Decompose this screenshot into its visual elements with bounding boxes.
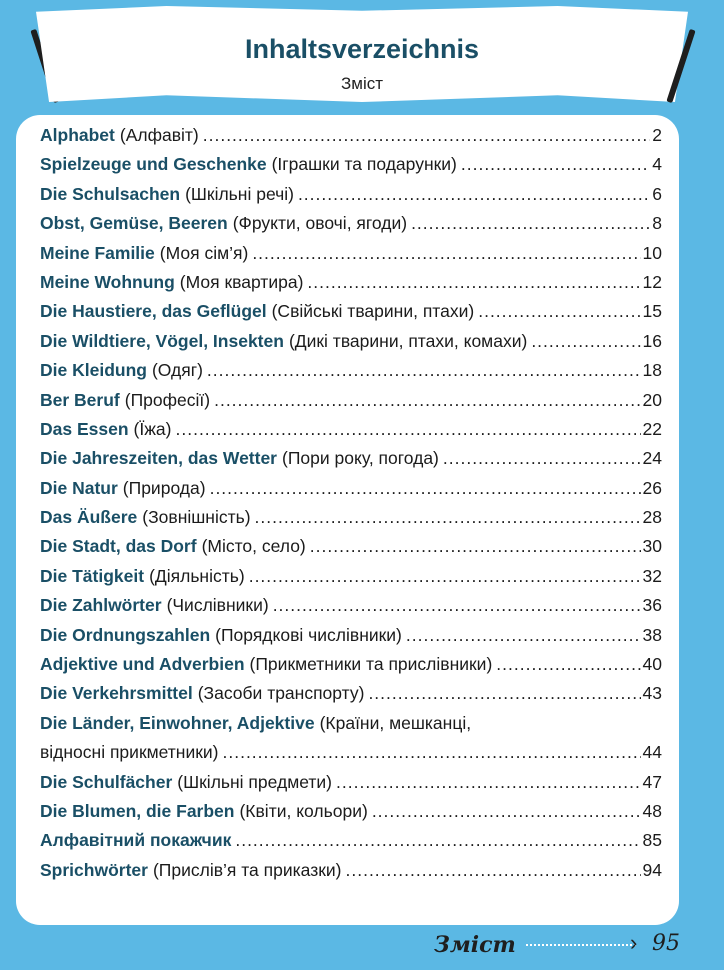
toc-entry-title: Obst, Gemüse, Beeren: [40, 213, 228, 234]
toc-leader-dots: [336, 768, 641, 797]
toc-entry-translation: (Професії): [124, 389, 211, 410]
toc-entry[interactable]: [40, 297, 662, 326]
toc-leader-dots: [298, 180, 650, 209]
arrow-right-icon: ›: [630, 930, 638, 955]
toc-entry-translation: (Свійські тварини, птахи): [271, 301, 475, 322]
toc-entry-translation: (Дикі тварини, птахи, комахи): [288, 330, 528, 351]
toc-leader-dots: [443, 444, 641, 473]
toc-entry-page: 2: [652, 125, 662, 145]
toc-entry-translation: (Одяг): [151, 360, 203, 381]
toc-entry-translation: (Місто, село): [201, 536, 306, 557]
toc-entry[interactable]: [40, 209, 662, 238]
toc-leader-dots: [255, 503, 641, 532]
toc-leader-dots: [249, 562, 641, 591]
toc-entry-page: 18: [642, 360, 662, 381]
toc-entry-page: 44: [642, 742, 662, 763]
toc-leader-dots: [496, 650, 640, 679]
page-number: 95: [652, 931, 680, 956]
toc-entry[interactable]: [40, 121, 662, 150]
toc-entry[interactable]: [40, 826, 662, 855]
toc-entry-translation: (Квіти, кольори): [239, 800, 368, 821]
toc-entry[interactable]: [40, 268, 662, 297]
toc-entry-page: 36: [642, 595, 662, 616]
title-banner: [14, 0, 710, 112]
toc-entry-translation: (Фрукти, овочі, ягоди): [232, 213, 408, 234]
toc-entry[interactable]: [40, 415, 662, 444]
toc-entry-translation: (Числівники): [166, 595, 269, 616]
toc-leader-dots: [252, 239, 640, 268]
toc-entry-title: Die Stadt, das Dorf: [40, 536, 197, 557]
toc-entry[interactable]: [40, 532, 662, 561]
toc-leader-dots: [372, 797, 641, 826]
toc-entry-page: 8: [652, 213, 662, 234]
toc-entry-title: Das Essen: [40, 418, 129, 439]
toc-entry-title: Spielzeuge und Geschenke: [40, 154, 267, 175]
toc-entry-translation: (Їжа): [133, 418, 172, 439]
toc-leader-dots: [346, 856, 641, 885]
toc-leader-dots: [478, 297, 640, 326]
toc-entry-page: 12: [642, 271, 662, 292]
toc-entry-page: 15: [642, 301, 662, 322]
footer-dotted-trail: [526, 944, 636, 946]
toc-entry-translation: (Засоби транспорту): [197, 683, 365, 704]
toc-entry-page: 22: [642, 418, 662, 439]
toc-entry-page: 47: [642, 771, 662, 792]
toc-entry-title: Die Verkehrsmittel: [40, 683, 193, 704]
toc-entry-title: Die Haustiere, das Geflügel: [40, 301, 267, 322]
toc-entry-page: 85: [642, 830, 662, 851]
toc-entry-page: 38: [642, 624, 662, 645]
toc-entry-page: 24: [642, 448, 662, 469]
page-title: Inhaltsverzeichnis: [244, 34, 480, 64]
toc-entry-title: Adjektive und Adverbien: [40, 654, 245, 675]
toc-leader-dots: [176, 415, 641, 444]
toc-entry[interactable]: [40, 562, 662, 591]
toc-leader-dots: [235, 826, 640, 855]
toc-entry-translation: (Природа): [122, 477, 206, 498]
toc-entry-translation: (Моя сім’я): [159, 242, 249, 263]
toc-leader-dots: [461, 150, 650, 179]
toc-entry[interactable]: [40, 444, 662, 473]
toc-entry-translation: (Шкільні речі): [185, 183, 294, 204]
page-footer: [430, 930, 700, 962]
toc-entry-translation: (Іграшки та подарунки): [271, 154, 457, 175]
toc-entry-title: Alphabet: [40, 125, 115, 145]
toc-entry[interactable]: [40, 679, 662, 708]
toc-entry[interactable]: [40, 621, 662, 650]
toc-entry-page: 10: [642, 242, 662, 263]
toc-entry-translation: (Моя квартира): [179, 271, 304, 292]
toc-entry-title: Die Zahlwörter: [40, 595, 162, 616]
toc-entry-page: 94: [642, 859, 662, 880]
toc-entry-page: 16: [642, 330, 662, 351]
toc-entry-title: Das Äußere: [40, 507, 138, 528]
toc-entry-page: 4: [652, 154, 662, 175]
toc-entry-page: 43: [642, 683, 662, 704]
toc-entry-title: Die Natur: [40, 477, 118, 498]
toc-entry[interactable]: [40, 474, 662, 503]
footer-label: Зміст: [434, 932, 516, 958]
toc-entry-title: Die Jahreszeiten, das Wetter: [40, 448, 277, 469]
toc-entry-page: 6: [652, 183, 662, 204]
toc-leader-dots: [411, 209, 650, 238]
toc-entry-page: 40: [642, 654, 662, 675]
toc-entry-title: Die Schulsachen: [40, 183, 181, 204]
toc-leader-dots: [223, 738, 641, 767]
toc-leader-dots: [214, 386, 640, 415]
toc-leader-dots: [310, 532, 641, 561]
toc-entry-translation: (Зовнішність): [142, 507, 251, 528]
toc-leader-dots: [406, 621, 641, 650]
toc-entry-page: 20: [642, 389, 662, 410]
toc-leader-dots: [203, 121, 651, 150]
toc-entry[interactable]: [40, 239, 662, 268]
toc-entry-title: Die Kleidung: [40, 360, 147, 381]
toc-entry[interactable]: [40, 591, 662, 620]
toc-entry[interactable]: [40, 709, 662, 738]
toc-entry-page: 28: [642, 507, 662, 528]
toc-entry[interactable]: [40, 327, 662, 356]
toc-entry-translation: (Пори року, погода): [282, 448, 439, 469]
toc-entry-page: 48: [642, 800, 662, 821]
toc-entry-continuation[interactable]: [40, 738, 662, 767]
toc-leader-dots: [273, 591, 641, 620]
toc-entry-translation: (Прислів’я та приказки): [152, 859, 342, 880]
toc-entry-title: Die Länder, Einwohner, Adjektive: [40, 712, 315, 733]
toc-entry-translation: (Алфавіт): [119, 125, 199, 145]
toc-panel: [16, 115, 679, 925]
toc-entry-title: Die Tätigkeit: [40, 565, 145, 586]
page-subtitle: Зміст: [340, 74, 384, 93]
toc-entry-page: 32: [642, 565, 662, 586]
toc-entry[interactable]: [40, 356, 662, 385]
toc-leader-dots: [210, 474, 641, 503]
toc-entry-translation: (Шкільні предмети): [177, 771, 333, 792]
toc-entry-title: Die Wildtiere, Vögel, Insekten: [40, 330, 284, 351]
toc-entry-translation: (Країни, мешканці,: [319, 712, 472, 733]
toc-list: [40, 121, 662, 885]
toc-leader-dots: [531, 327, 640, 356]
toc-entry[interactable]: [40, 503, 662, 532]
toc-entry-translation-cont: відносні прикметники): [40, 742, 219, 763]
toc-leader-dots: [307, 268, 640, 297]
toc-entry-title: Die Schulfächer: [40, 771, 173, 792]
toc-entry-page: 26: [642, 477, 662, 498]
toc-entry-translation: (Прикметники та прислівники): [249, 654, 493, 675]
toc-entry[interactable]: [40, 386, 662, 415]
toc-entry[interactable]: [40, 180, 662, 209]
toc-entry-page: 30: [642, 536, 662, 557]
toc-entry-title: Die Blumen, die Farben: [40, 800, 235, 821]
toc-entry[interactable]: [40, 856, 662, 885]
toc-leader-dots: [207, 356, 641, 385]
toc-entry[interactable]: [40, 797, 662, 826]
toc-entry-title: Алфавітний покажчик: [40, 830, 232, 851]
toc-entry[interactable]: [40, 150, 662, 179]
toc-entry-title: Die Ordnungszahlen: [40, 624, 211, 645]
toc-entry-title: Ber Beruf: [40, 389, 120, 410]
toc-entry-title: Meine Familie: [40, 242, 155, 263]
toc-entry-title: Sprichwörter: [40, 859, 148, 880]
toc-entry-translation: (Діяльність): [149, 565, 245, 586]
toc-leader-dots: [368, 679, 640, 708]
toc-entry[interactable]: [40, 650, 662, 679]
toc-entry-translation: (Порядкові числівники): [215, 624, 402, 645]
toc-entry-title: Meine Wohnung: [40, 271, 175, 292]
toc-entry[interactable]: [40, 768, 662, 797]
